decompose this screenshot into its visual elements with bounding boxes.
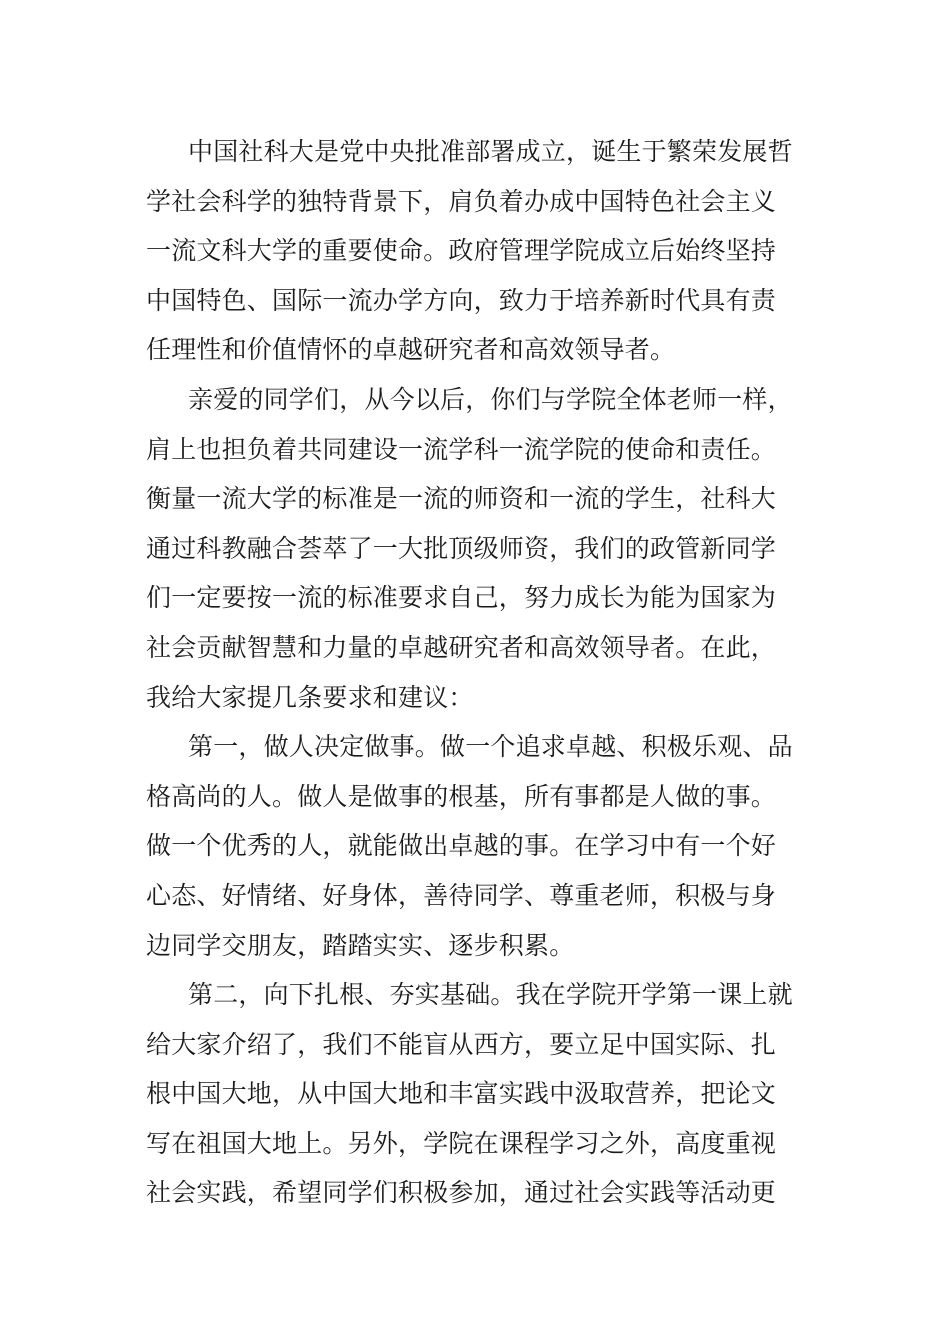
text-line: 中国社科大是党中央批准部署成立，诞生于繁荣发展哲 <box>188 137 793 166</box>
text-line: 心态、好情绪、好身体，善待同学、尊重老师，积极与身 <box>146 880 777 910</box>
document-body <box>146 127 810 1218</box>
paragraph-4 <box>146 970 810 1218</box>
text-line: 做一个优秀的人，就能做出卓越的事。在学习中有一个好 <box>146 831 777 861</box>
text-line: 学社会科学的独特背景下，肩负着办成中国特色社会主义 <box>146 186 777 216</box>
text-line: 社会贡献智慧和力量的卓越研究者和高效领导者。在此， <box>146 632 777 662</box>
text-line: 社会实践，希望同学们积极参加，通过社会实践等活动更 <box>146 1178 777 1208</box>
text-line: 中国特色、国际一流办学方向，致力于培养新时代具有责 <box>146 285 777 315</box>
paragraph-3 <box>146 722 810 970</box>
text-line: 给大家介绍了，我们不能盲从西方，要立足中国实际、扎 <box>146 1029 777 1059</box>
text-line: 写在祖国大地上。另外，学院在课程学习之外，高度重视 <box>146 1128 777 1158</box>
paragraph-1 <box>146 127 810 375</box>
text-line: 们一定要按一流的标准要求自己，努力成长为能为国家为 <box>146 583 777 613</box>
text-line: 衡量一流大学的标准是一流的师资和一流的学生，社科大 <box>146 484 777 514</box>
text-line: 肩上也担负着共同建设一流学科一流学院的使命和责任。 <box>146 434 777 464</box>
paragraph-2 <box>146 375 810 722</box>
text-line: 第一，做人决定做事。做一个追求卓越、积极乐观、品 <box>188 732 793 762</box>
text-line: 根中国大地，从中国大地和丰富实践中汲取营养，把论文 <box>146 1079 777 1109</box>
text-line: 我给大家提几条要求和建议： <box>146 682 474 712</box>
text-line: 第二，向下扎根、夯实基础。我在学院开学第一课上就 <box>188 980 793 1010</box>
text-line: 通过科教融合荟萃了一大批顶级师资，我们的政管新同学 <box>146 533 777 563</box>
text-line: 任理性和价值情怀的卓越研究者和高效领导者。 <box>146 335 676 365</box>
text-line: 边同学交朋友，踏踏实实、逐步积累。 <box>146 930 575 960</box>
text-line: 一流文科大学的重要使命。政府管理学院成立后始终坚持 <box>146 236 777 266</box>
text-line: 格高尚的人。做人是做事的根基，所有事都是人做的事。 <box>146 781 777 811</box>
text-line: 亲爱的同学们，从今以后，你们与学院全体老师一样， <box>188 384 793 414</box>
